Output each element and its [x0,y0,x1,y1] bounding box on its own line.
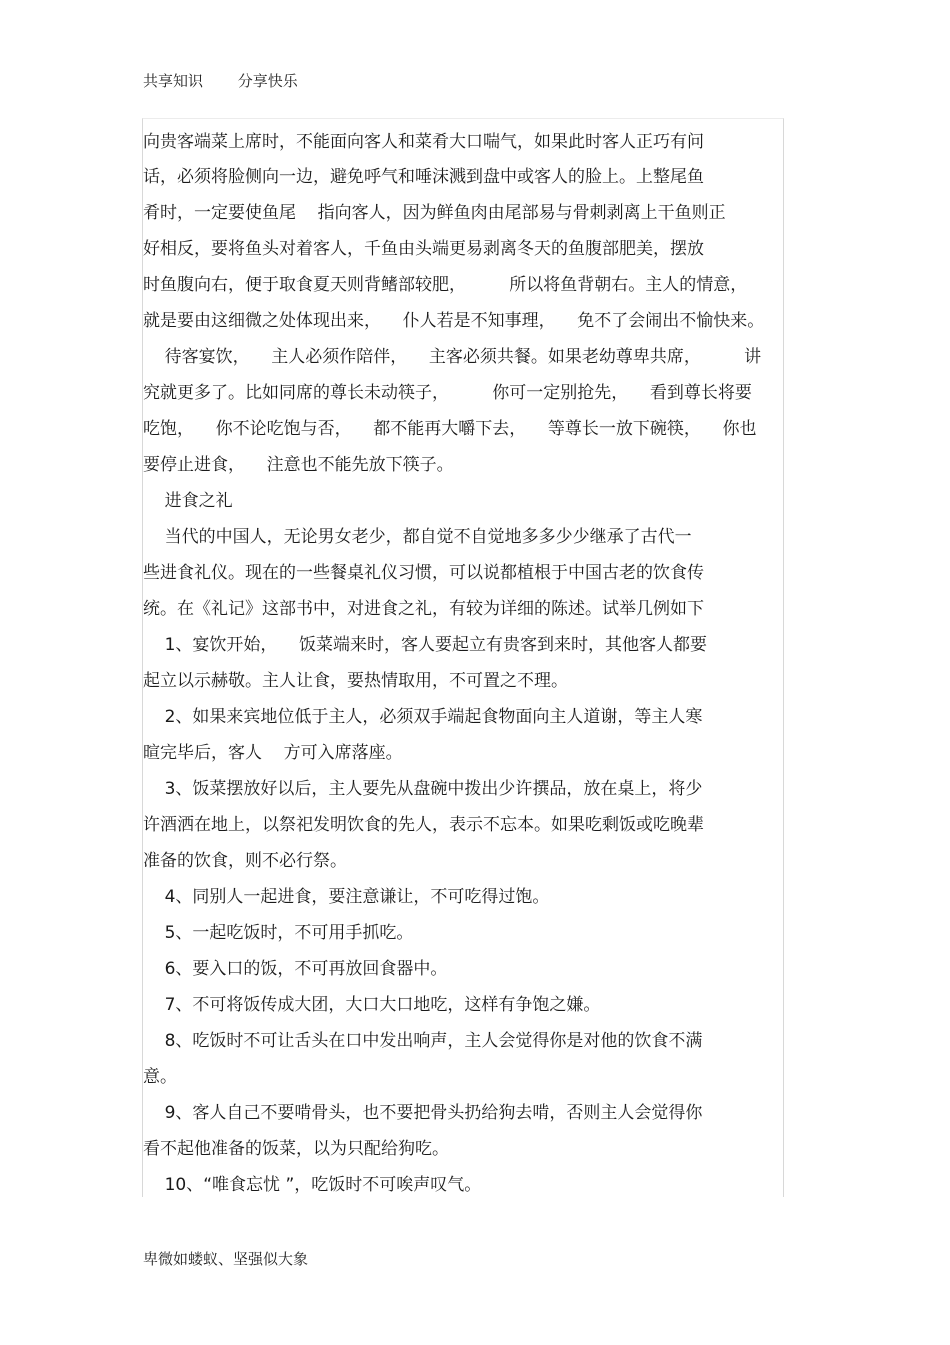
body-line: 10、“唯食忘忧 ”，吃饭时不可唉声叹气。 [143,1175,482,1195]
body-line: 究就更多了。比如同席的尊长未动筷子， 你可一定别抢先， 看到尊长将要 [143,383,752,403]
page-header [143,70,328,91]
body-line: 6、要入口的饭，不可再放回食器中。 [143,959,448,979]
body-line: 当代的中国人，无论男女老少，都自觉不自觉地多多少少继承了古代一 [143,527,692,547]
body-line: 9、客人自己不要啃骨头，也不要把骨头扔给狗去啃，否则主人会觉得你 [143,1103,703,1123]
body-line: 待客宴饮， 主人必须作陪伴， 主客必须共餐。如果老幼尊卑共席， 讲 [143,347,762,367]
body-line: 意。 [143,1067,177,1087]
body-line: 起立以示赫敬。主人让食，要热情取用，不可置之不理。 [143,671,568,691]
page-footer: 卑微如蝼蚁、坚强似大象 [143,1250,309,1268]
body-line: 时鱼腹向右，便于取食夏天则背鳍部较肥， 所以将鱼背朝右。主人的情意， [143,275,748,295]
body-line: 要停止进食， 注意也不能先放下筷子。 [143,455,454,475]
body-line: 统。在《礼记》这部书中，对进食之礼，有较为详细的陈述。试举几例如下 [143,599,704,619]
header-right-text: 分享快乐 [237,72,298,90]
body-line: 话，必须将脸侧向一边，避免呼气和唾沫溅到盘中或客人的脸上。上整尾鱼 [143,167,704,187]
body-line: 5、一起吃饭时，不可用手抓吃。 [143,923,414,943]
body-line: 3、饭菜摆放好以后，主人要先从盘碗中拨出少许撰品，放在桌上，将少 [143,779,703,799]
body-line: 肴时，一定要使鱼尾 指向客人，因为鲜鱼肉由尾部易与骨刺剥离上干鱼则正 [143,203,726,223]
body-line: 暄完毕后，客人 方可入席落座。 [143,743,403,763]
body-line: 就是要由这细微之处体现出来， 仆人若是不知事理， 免不了会闹出不愉快来。 [143,311,765,331]
body-line: 看不起他准备的饭菜，以为只配给狗吃。 [143,1139,449,1159]
body-line: 好相反，要将鱼头对着客人，千鱼由头端更易剥离冬天的鱼腹部肥美，摆放 [143,239,704,259]
body-line: 1、宴饮开始， 饭菜端来时，客人要起立有贵客到来时，其他客人都要 [143,635,708,655]
body-line: 8、吃饭时不可让舌头在口中发出响声，主人会觉得你是对他的饮食不满 [143,1031,703,1051]
body-line: 4、同别人一起进食，要注意谦让，不可吃得过饱。 [143,887,550,907]
body-line: 些进食礼仪。现在的一些餐桌礼仪习惯，可以说都植根于中国古老的饮食传 [143,563,704,583]
body-line: 进食之礼 [143,491,233,511]
body-line: 准备的饮食，则不必行祭。 [143,851,347,871]
body-line: 许酒洒在地上，以祭祀发明饮食的先人，表示不忘本。如果吃剩饭或吃晚辈 [143,815,704,835]
header-left-text: 共享知识 [143,72,204,90]
body-line: 吃饱， 你不论吃饱与否， 都不能再大嚼下去， 等尊长一放下碗筷， 你也 [143,419,757,439]
body-line: 7、不可将饭传成大团，大口大口地吃，这样有争饱之嫌。 [143,995,601,1015]
body-line: 向贵客端菜上席时，不能面向客人和菜肴大口喘气，如果此时客人正巧有问 [143,132,704,152]
body-line: 2、如果来宾地位低于主人，必须双手端起食物面向主人道谢，等主人寒 [143,707,703,727]
